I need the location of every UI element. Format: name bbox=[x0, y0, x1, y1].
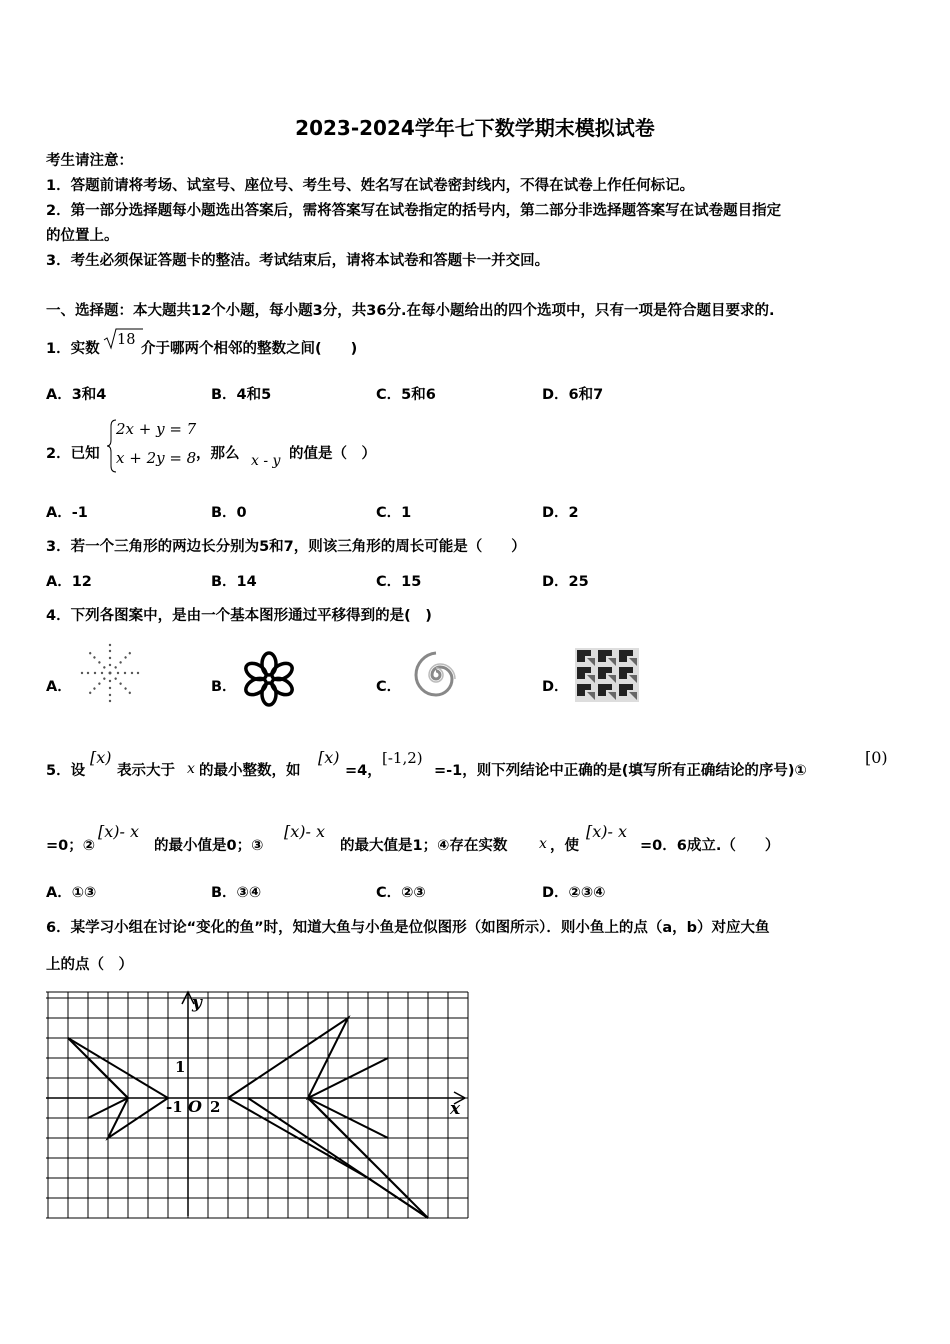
label-x: x bbox=[450, 1099, 461, 1119]
question-5-text: 的最大值是1；④存在实数 bbox=[340, 838, 508, 854]
question-4-text: 4．下列各图案中，是由一个基本图形通过平移得到的是( ) bbox=[46, 608, 432, 624]
question-6-text: 上的点（ ） bbox=[46, 957, 133, 973]
ceiling-example: [-1,2) bbox=[382, 749, 423, 767]
ceiling-notation: [x) bbox=[318, 748, 340, 767]
option-b: B． bbox=[211, 679, 237, 695]
option-b: B．14 bbox=[211, 574, 257, 590]
label-neg-one: -1 bbox=[166, 1098, 183, 1116]
variable-x: x bbox=[187, 761, 195, 777]
question-5-text: ，使 bbox=[550, 838, 579, 854]
notice-item: 1．答题前请将考场、试室号、座位号、考生号、姓名写在试卷密封线内，不得在试卷上作任何标记。 bbox=[46, 178, 695, 194]
equation-2: x + 2y = 8 bbox=[116, 449, 197, 467]
notice-item: 2．第一部分选择题每小题选出答案后，需将答案写在试卷指定的括号内，第二部分非选择题答案写在试卷题目指定 bbox=[46, 203, 782, 219]
option-a: A．-1 bbox=[46, 505, 88, 521]
page-title: 2023-2024学年七下数学期末模拟试卷 bbox=[295, 116, 655, 140]
spiral-figure bbox=[408, 648, 464, 702]
question-6-text: 6．某学习小组在讨论“变化的鱼”时，知道大鱼与小鱼是位似图形（如图所示）．则小鱼上的点（a，b）对应大鱼 bbox=[46, 920, 770, 936]
question-5-text: =4， bbox=[345, 763, 382, 779]
question-5-text: 表示大于 bbox=[117, 763, 175, 779]
option-c: C．②③ bbox=[376, 885, 426, 901]
expression: x - y bbox=[251, 453, 281, 469]
question-1-prefix: 1．实数 bbox=[46, 341, 100, 357]
variable-x: x bbox=[539, 836, 547, 852]
question-1-text: 介于哪两个相邻的整数之间( ) bbox=[141, 341, 358, 357]
ceiling-notation: [x) bbox=[90, 748, 112, 767]
small-fish bbox=[68, 1038, 168, 1138]
question-5-text: 的最小整数，如 bbox=[199, 763, 301, 779]
option-c: C．15 bbox=[376, 574, 422, 590]
question-2-text: 的值是（ ） bbox=[289, 446, 376, 462]
question-5-text: =-1，则下列结论中正确的是(填写所有正确结论的序号)① bbox=[434, 763, 807, 779]
flower-figure bbox=[240, 650, 298, 708]
ceiling-zero: [0) bbox=[865, 748, 888, 767]
option-c: C． bbox=[376, 679, 402, 695]
question-2-prefix: 2．已知 bbox=[46, 446, 100, 462]
ceiling-expression: [x)- x bbox=[586, 822, 628, 841]
question-5-text: =0．6成立.（ ） bbox=[640, 838, 780, 854]
label-one: 1 bbox=[175, 1058, 186, 1076]
notice-item: 的位置上。 bbox=[46, 228, 119, 244]
option-b: B．0 bbox=[211, 505, 247, 521]
label-origin: O bbox=[188, 1097, 202, 1116]
notice-heading: 考生请注意： bbox=[46, 153, 133, 169]
ceiling-expression: [x)- x bbox=[284, 822, 326, 841]
question-5-text: =0；② bbox=[46, 838, 96, 854]
question-2-mid: ，那么 bbox=[196, 446, 240, 462]
question-5-prefix: 5．设 bbox=[46, 763, 86, 779]
option-c: C．5和6 bbox=[376, 387, 436, 403]
section-heading: 一、选择题：本大题共12个小题，每小题3分，共36分.在每小题给出的四个选项中，只有一项是符合题目要求的. bbox=[46, 303, 775, 319]
option-a: A．12 bbox=[46, 574, 92, 590]
radial-dots-figure bbox=[76, 643, 144, 703]
option-d: D．②③④ bbox=[542, 885, 606, 901]
label-two: 2 bbox=[210, 1098, 221, 1116]
label-y: y bbox=[192, 993, 202, 1013]
tiled-pattern-figure bbox=[575, 648, 639, 702]
question-3-text: 3．若一个三角形的两边长分别为5和7，则该三角形的周长可能是（ ） bbox=[46, 539, 526, 555]
equation-1: 2x + y = 7 bbox=[116, 420, 197, 438]
option-d: D． bbox=[542, 679, 569, 695]
ceiling-expression: [x)- x bbox=[98, 822, 140, 841]
notice-item: 3．考生必须保证答题卡的整洁。考试结束后，请将本试卷和答题卡一并交回。 bbox=[46, 253, 550, 269]
question-5-text: 的最小值是0；③ bbox=[154, 838, 264, 854]
option-d: D．25 bbox=[542, 574, 589, 590]
option-d: D．6和7 bbox=[542, 387, 604, 403]
option-a: A． bbox=[46, 679, 72, 695]
fish-coordinate-grid bbox=[44, 990, 474, 1222]
option-a: A．3和4 bbox=[46, 387, 107, 403]
option-b: B．③④ bbox=[211, 885, 262, 901]
option-a: A．①③ bbox=[46, 885, 97, 901]
option-c: C．1 bbox=[376, 505, 412, 521]
option-b: B．4和5 bbox=[211, 387, 272, 403]
option-d: D．2 bbox=[542, 505, 579, 521]
sqrt-radicand: 18 bbox=[117, 332, 136, 348]
